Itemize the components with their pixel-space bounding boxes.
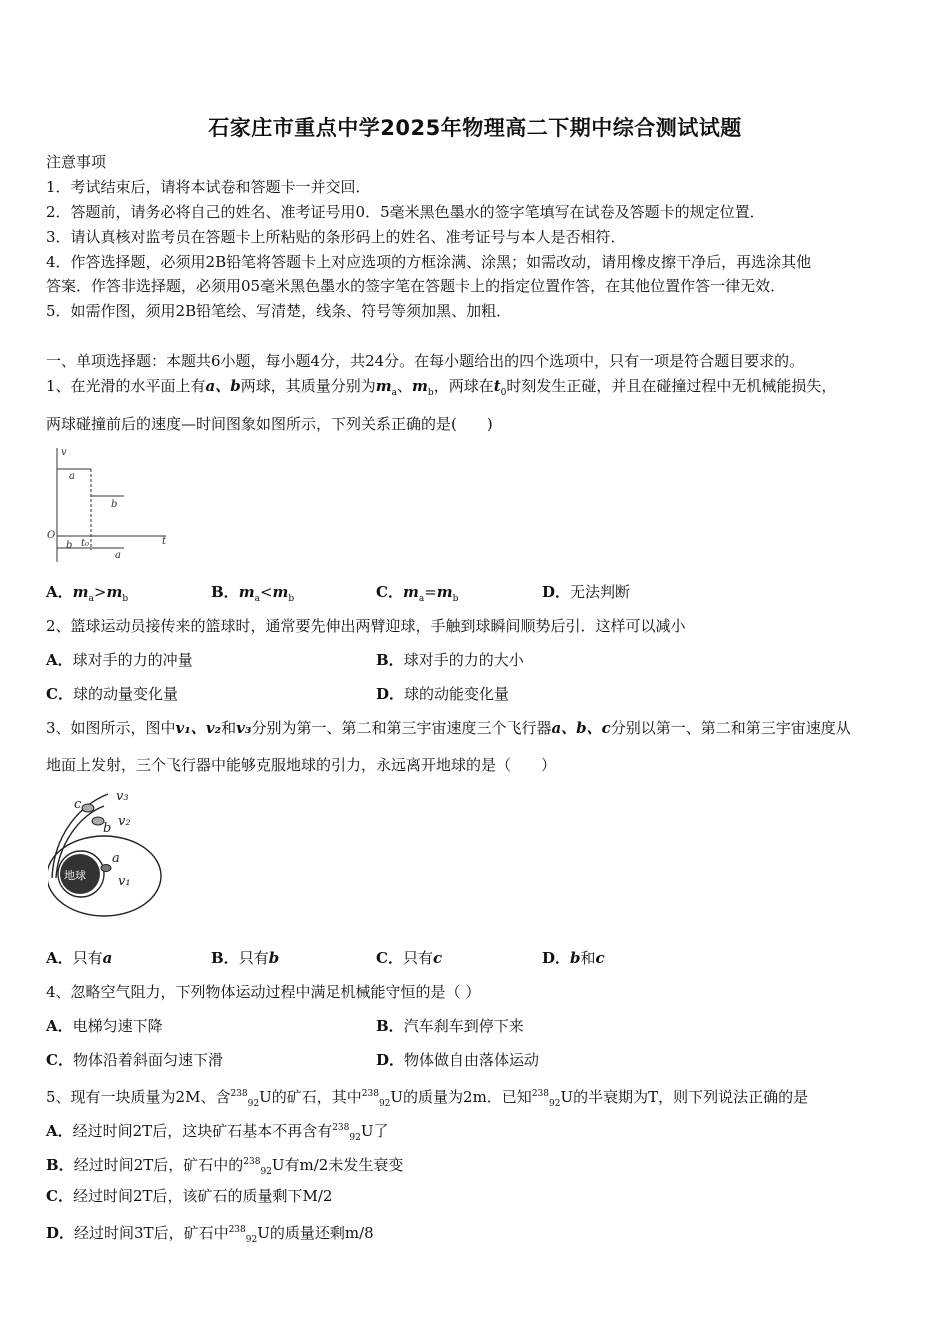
q2-option-b[interactable]: B．球对手的力的大小 — [376, 651, 524, 669]
label-c: c — [74, 797, 82, 812]
q2-option-a[interactable]: A．球对手的力的冲量 — [46, 651, 193, 669]
question-4-stem: 4、忽略空气阻力，下列物体运动过程中满足机械能守恒的是（ ） — [46, 983, 481, 1001]
q4-option-c[interactable]: C．物体沿着斜面匀速下滑 — [46, 1051, 223, 1069]
q5-option-a[interactable]: A．经过时间2T后，这块矿石基本不再含有$^{238}_{92}$U了 — [46, 1122, 389, 1143]
t-label: t — [162, 536, 167, 547]
t0-label: t₀ — [81, 538, 90, 549]
q5-option-b[interactable]: B．经过时间2T后，矿石中的$^{238}_{92}$U有m/2未发生衰变 — [46, 1156, 404, 1177]
label-v3: v₃ — [116, 789, 129, 804]
q4-option-b[interactable]: B．汽车刹车到停下来 — [376, 1017, 524, 1035]
q2-option-d[interactable]: D．球的动能变化量 — [376, 685, 510, 703]
a-low-label: a — [115, 550, 121, 561]
a-top-label: a — [69, 471, 75, 482]
v-label: v — [61, 447, 67, 458]
q1-option-b[interactable]: B．$m_a<m_b$ — [211, 583, 295, 604]
q5-option-d[interactable]: D．经过时间3T后，矿石中$^{238}_{92}$U的质量还剩m/8 — [46, 1224, 374, 1245]
question-1-stem-line2: 两球碰撞前后的速度—时间图象如图所示，下列关系正确的是( ) — [46, 415, 493, 433]
notice-heading: 注意事项 — [46, 153, 107, 171]
label-a: a — [112, 851, 120, 866]
q5-option-c[interactable]: C．经过时间2T后，该矿石的质量剩下M/2 — [46, 1187, 333, 1205]
page-title: 石家庄市重点中学2025年物理高二下期中综合测试试题 — [208, 116, 742, 140]
question-3-stem-line2: 地面上发射，三个飞行器中能够克服地球的引力，永远离开地球的是（ ） — [46, 756, 557, 774]
q3-option-a[interactable]: A．只有a — [46, 949, 113, 967]
q3-option-d[interactable]: D．b和c — [542, 949, 605, 967]
notice-item: 3．请认真核对监考员在答题卡上所粘贴的条形码上的姓名、准考证号与本人是否相符． — [46, 228, 626, 246]
satellite-c — [82, 804, 94, 812]
notice-item: 4．作答选择题，必须用2B铅笔将答题卡上对应选项的方框涂满、涂黑；如需改动，请用橡皮擦干净后，再选涂其他 — [46, 253, 812, 271]
q2-option-c[interactable]: C．球的动量变化量 — [46, 685, 178, 703]
q3-option-c[interactable]: C．只有c — [376, 949, 443, 967]
section-heading: 一、单项选择题：本题共6小题，每小题4分，共24分。在每小题给出的四个选项中，只有一项是符合题目要求的。 — [46, 352, 805, 370]
q4-option-d[interactable]: D．物体做自由落体运动 — [376, 1051, 540, 1069]
b-mid-label: b — [111, 499, 118, 510]
q1-option-d[interactable]: D．无法判断 — [542, 583, 631, 601]
q1-option-a[interactable]: A．$m_a>m_b$ — [46, 583, 129, 604]
b-low-label: b — [66, 540, 73, 551]
notice-item: 1．考试结束后，请将本试卷和答题卡一并交回． — [46, 178, 371, 196]
notice-item: 5．如需作图，须用2B铅笔绘、写清楚，线条、符号等须加黑、加粗． — [46, 302, 512, 320]
earth-label: 地球 — [64, 869, 86, 882]
q1-option-c[interactable]: C．$m_a=m_b$ — [376, 583, 459, 604]
orbit-diagram — [48, 786, 166, 918]
question-2-stem: 2、篮球运动员接传来的篮球时，通常要先伸出两臂迎球，手触到球瞬间顺势后引．这样可以减小 — [46, 617, 686, 635]
satellite-a — [101, 865, 111, 872]
question-1-stem: 1、在光滑的水平面上有a、b两球，其质量分别为$m_a$、$m_b$，两球在$t_0$时刻发生正碰，并且在碰撞过程中无机械能损失， — [46, 377, 837, 398]
question-3-stem: 3、如图所示，图中v₁、v₂和v₃分别为第一、第二和第三宇宙速度三个飞行器a、b、c分别以第一、第二和第三宇宙速度从 — [46, 719, 851, 737]
label-v2: v₂ — [118, 814, 131, 829]
origin-label: O — [47, 530, 56, 541]
label-v1: v₁ — [118, 874, 131, 889]
notice-item: 答案．作答非选择题，必须用05毫米黑色墨水的签字笔在答题卡上的指定位置作答，在其他位置作答一律无效． — [46, 277, 786, 295]
q4-option-a[interactable]: A．电梯匀速下降 — [46, 1017, 163, 1035]
notice-item: 2．答题前，请务必将自己的姓名、准考证号用0．5毫米黑色墨水的签字笔填写在试卷及答题卡的规定位置． — [46, 203, 765, 221]
q3-option-b[interactable]: B．只有b — [211, 949, 280, 967]
velocity-time-graph — [44, 444, 176, 566]
label-b: b — [103, 821, 112, 836]
question-5-stem: 5、现有一块质量为2M、含$^{238}_{92}$U的矿石，其中$^{238}_{92}$U的质量为2m．已知$^{238}_{92}$U的半衰期为T，则下列说法正确的是 — [46, 1088, 809, 1109]
